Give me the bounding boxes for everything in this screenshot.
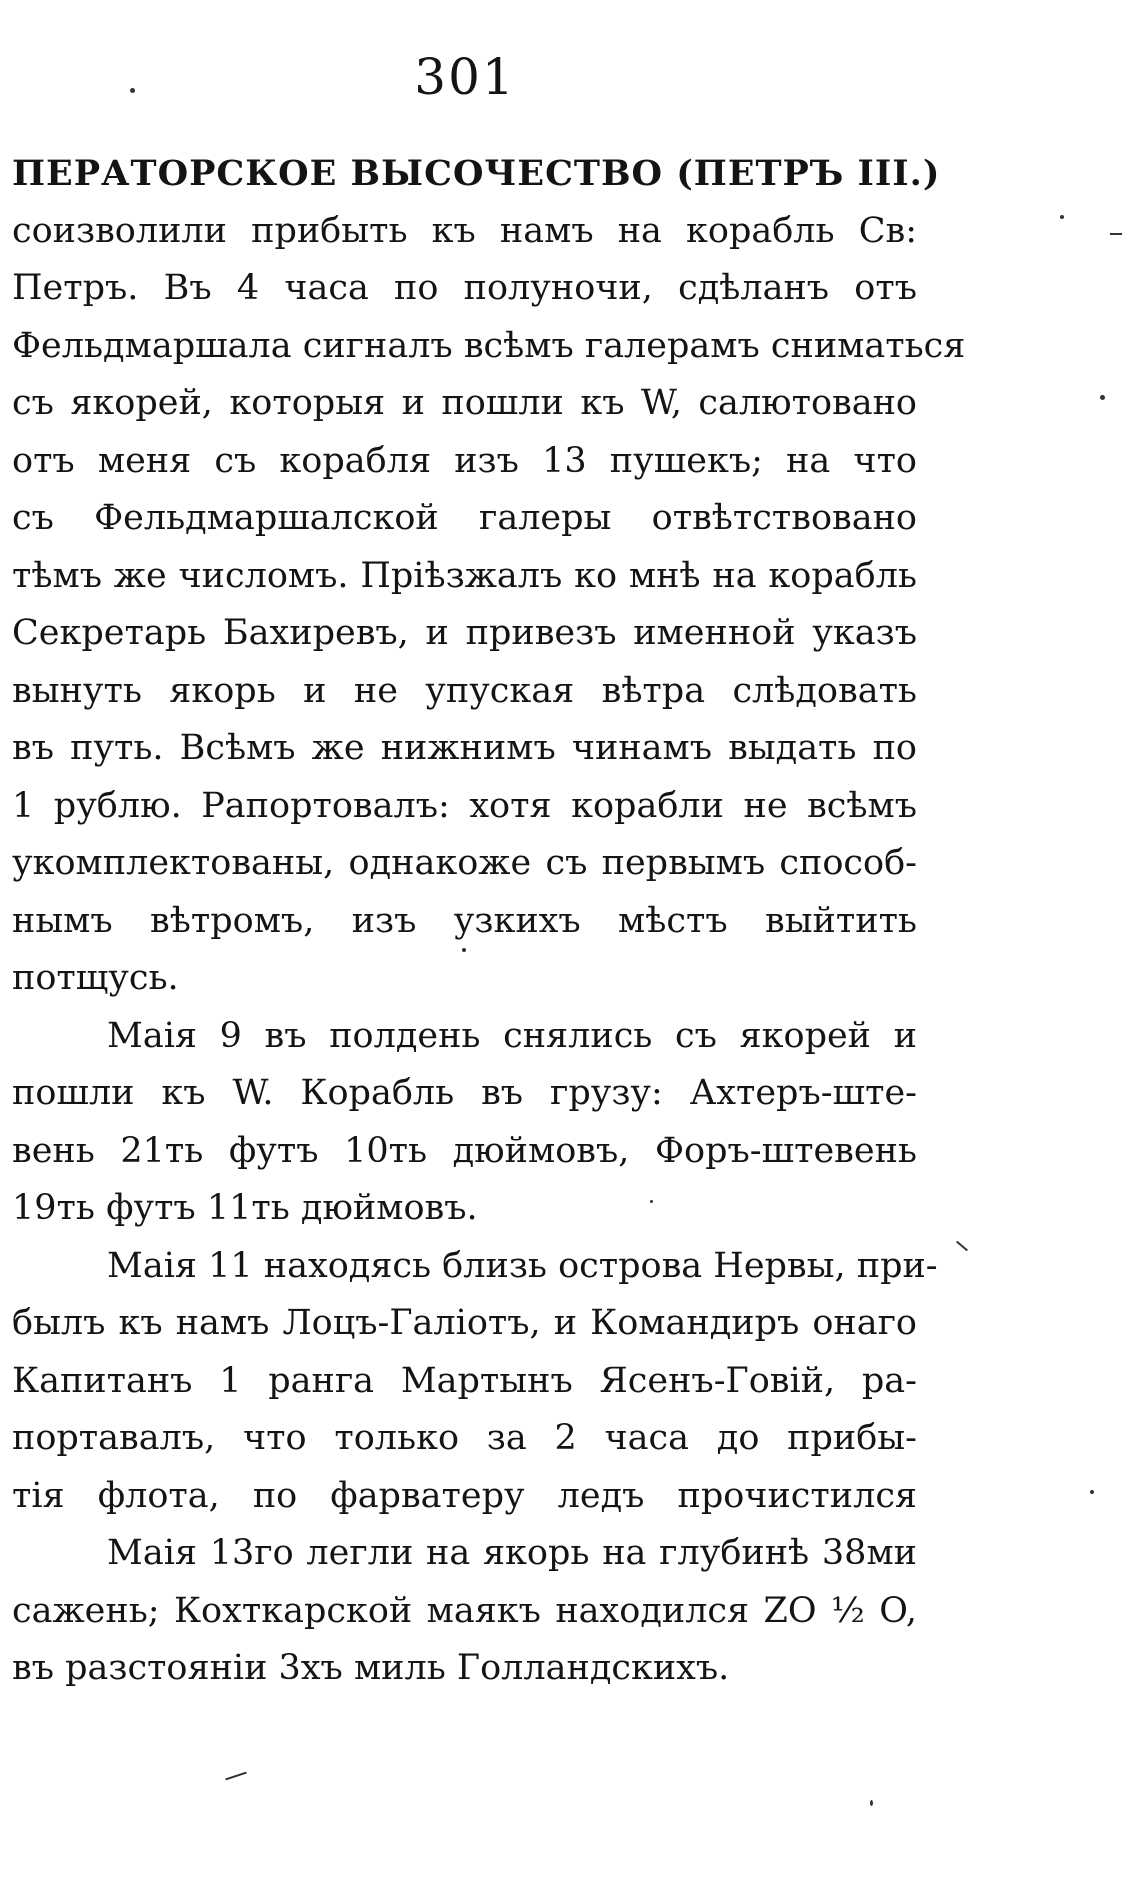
text-line: портавалъ, что только за 2 часа до прибы- bbox=[12, 1418, 917, 1458]
text-line: Петръ. Въ 4 часа по полуночи, сдѣланъ отъ bbox=[12, 268, 917, 308]
text-line: въ разстояніи 3хъ миль Голландскихъ. bbox=[12, 1648, 730, 1688]
scan-speck bbox=[462, 948, 466, 952]
scan-speck bbox=[1100, 395, 1105, 400]
scan-stroke bbox=[225, 1772, 247, 1781]
text-line: вынуть якорь и не упуская вѣтра слѣдовать bbox=[12, 670, 917, 711]
body-text bbox=[12, 145, 966, 1698]
scan-stroke bbox=[1110, 233, 1122, 235]
text-line: сажень; Кохткарской маякъ находился ZO ½ O, bbox=[12, 1590, 917, 1631]
text-line: въ путь. Всѣмъ же нижнимъ чинамъ выдать по bbox=[12, 728, 917, 768]
text-line: былъ къ намъ Лоцъ-Галіотъ, и Командиръ онаго bbox=[12, 1303, 917, 1343]
text-line: отъ меня съ корабля изъ 13 пушекъ; на что bbox=[12, 440, 917, 481]
scan-speck bbox=[1090, 1490, 1094, 1494]
scan-stroke bbox=[956, 1241, 968, 1252]
page-number: 301 bbox=[414, 48, 516, 106]
text-line: 1 рублю. Рапортовалъ: хотя корабли не всѣмъ bbox=[12, 785, 917, 826]
text-line: тѣмъ же числомъ. Пріѣзжалъ ко мнѣ на корабль bbox=[12, 555, 917, 596]
text-line: Маія 9 въ полдень снялись съ якорей и bbox=[107, 1015, 917, 1056]
text-line: съ якорей, которыя и пошли къ W, салютовано bbox=[12, 383, 917, 423]
text-line: Маія 11 находясь близь острова Нервы, при- bbox=[107, 1245, 938, 1286]
scan-speck bbox=[130, 88, 135, 93]
text-line: пошли къ W. Корабль въ грузу: Ахтеръ-штe- bbox=[12, 1073, 917, 1113]
text-line: тія флота, по фарватеру ледъ прочистился bbox=[12, 1475, 917, 1516]
text-line: укомплектованы, однакоже съ первымъ способ- bbox=[12, 843, 917, 883]
text-line: вень 21ть футъ 10ть дюймовъ, Форъ-штевень bbox=[12, 1130, 917, 1171]
text-line: соизволили прибыть къ намъ на корабль Св: bbox=[12, 210, 917, 251]
text-line: Фельдмаршала сигналъ всѣмъ галерамъ сниматься bbox=[12, 325, 966, 366]
scan-speck bbox=[1060, 215, 1064, 219]
text-line: Маія 13го легли на якорь на глубинѣ 38ми bbox=[107, 1533, 917, 1573]
text-line: Секретарь Бахиревъ, и привезъ именной указъ bbox=[12, 613, 917, 653]
text-line: съ Фельдмаршалской галеры отвѣтствовано bbox=[12, 498, 917, 538]
text-line: нымъ вѣтромъ, изъ узкихъ мѣстъ выйтить bbox=[12, 900, 917, 941]
scan-speck bbox=[870, 1800, 873, 1806]
text-line: потщусь. bbox=[12, 958, 179, 998]
text-line: 19ть футъ 11ть дюймовъ. bbox=[12, 1188, 478, 1228]
text-line: Капитанъ 1 ранга Мартынъ Ясенъ-Говій, ра- bbox=[12, 1360, 917, 1401]
scan-speck bbox=[650, 1200, 653, 1203]
text-line: ПЕРАТОРСКОЕ ВЫСОЧЕСТВО (ПЕТРЪ III.) bbox=[12, 153, 941, 194]
